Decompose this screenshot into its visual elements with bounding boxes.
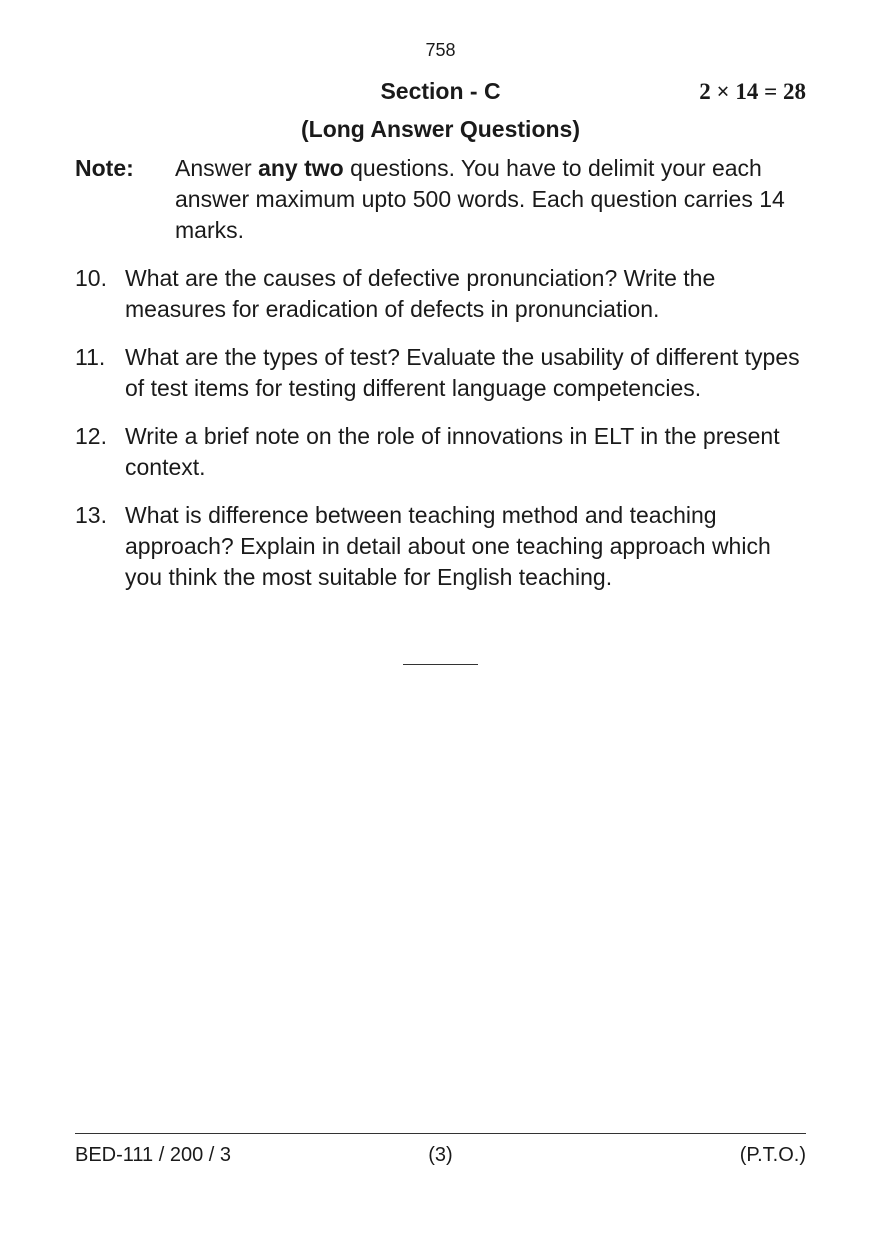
question-number: 10. [75,265,107,291]
question-number: 13. [75,502,107,528]
footer-page-number: (3) [428,1144,453,1166]
question-number: 12. [75,423,107,449]
note-text-before: Answer [175,155,259,181]
end-of-section-rule [403,664,478,665]
question-text: What are the causes of defective pronunciation? Write the measures for eradication of defects in pronunciation. [125,265,716,322]
instructions-note [75,153,806,246]
question-list [75,263,806,610]
note-label: Note: [75,155,134,181]
question-item [75,342,806,404]
section-subtitle: (Long Answer Questions) [301,116,580,142]
question-text: Write a brief note on the role of innovations in ELT in the present context. [125,423,780,480]
note-emphasis: any two [258,155,344,181]
question-item [75,500,806,593]
footer-divider [75,1133,806,1134]
question-item [75,263,806,325]
please-turn-over: (P.T.O.) [739,1144,806,1166]
question-text: What is difference between teaching method and teaching approach? Explain in detail about one teaching approach which you think the most suitable for English teaching. [125,502,771,590]
note-text [175,153,806,246]
page-number: 758 [425,40,456,60]
question-number: 11. [75,344,106,370]
question-text: What are the types of test? Evaluate the usability of different types of test items for testing different language competencies. [125,344,800,401]
note-text-after: questions. You have to delimit your each answer maximum upto 500 words. Each question carries 14 marks. [175,155,785,243]
paper-code: BED-111 / 200 / 3 [75,1144,232,1166]
question-item [75,421,806,483]
page-footer [75,1144,806,1168]
marks-allocation: 2 × 14 = 28 [699,79,806,104]
section-title: Section - C [380,78,501,104]
